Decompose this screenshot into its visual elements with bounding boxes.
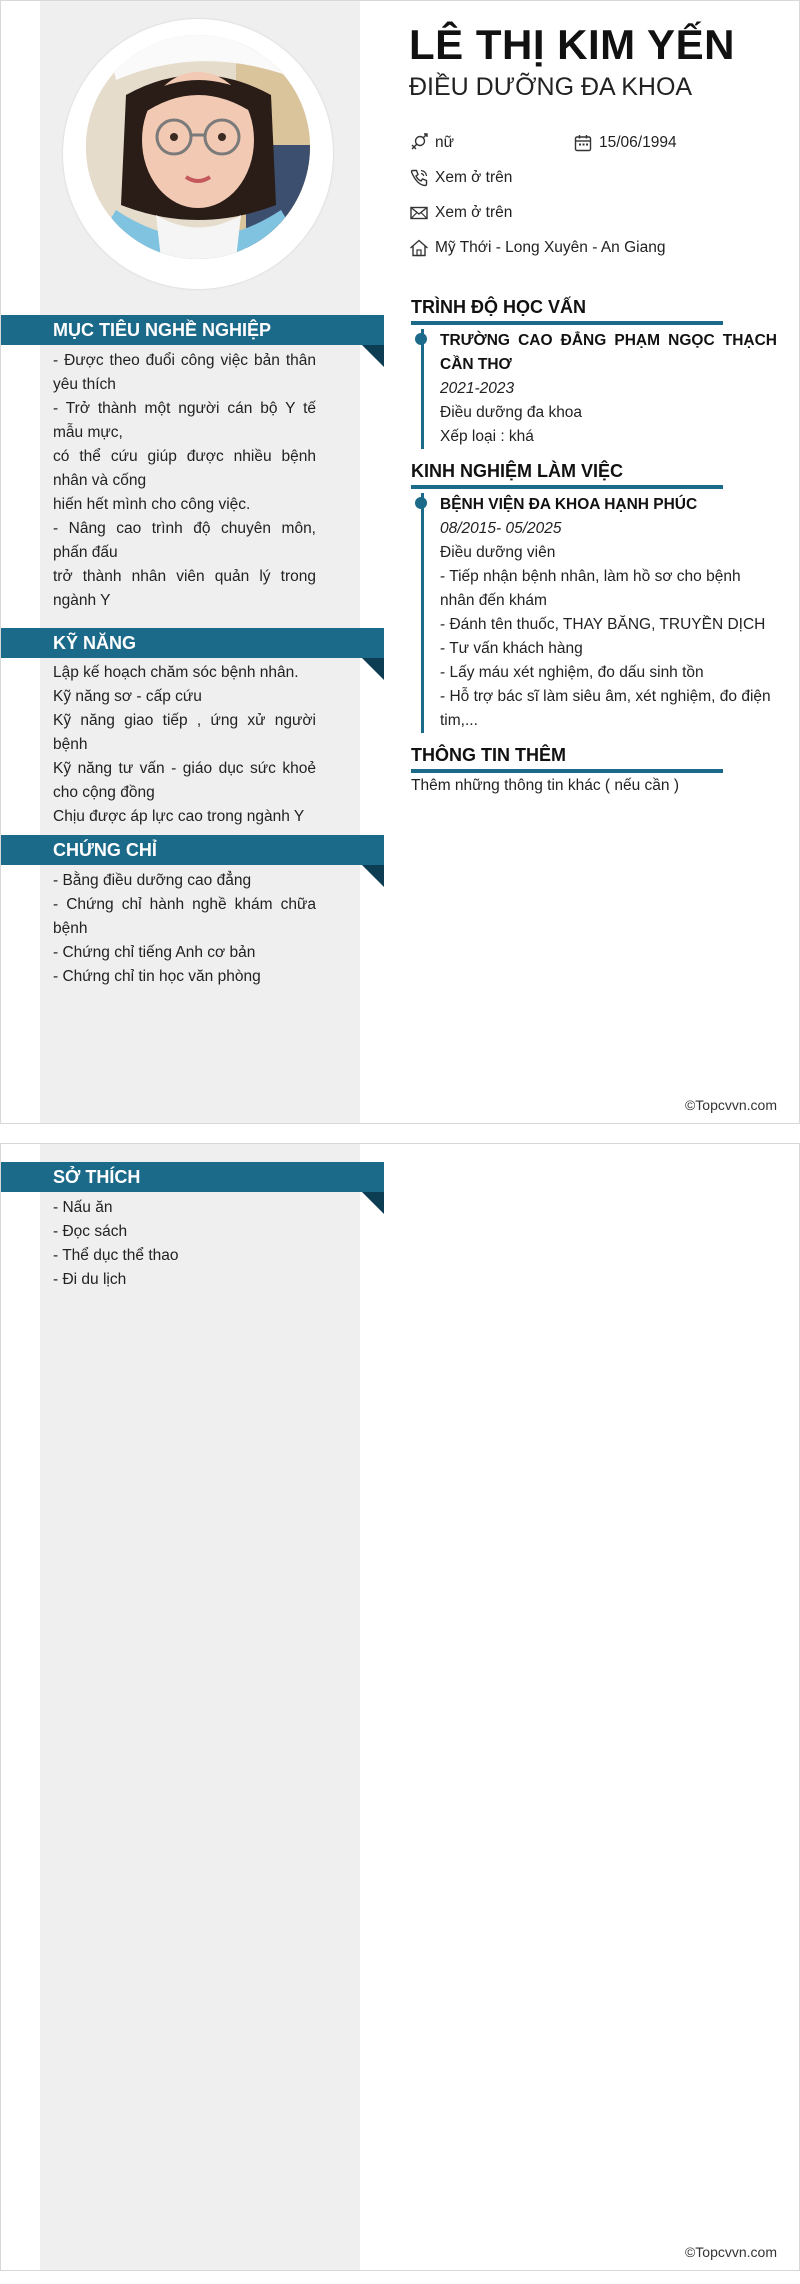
home-icon [409, 238, 429, 258]
skill-line: Chịu được áp lực cao trong ngành Y [53, 808, 305, 825]
skills-title: KỸ NĂNG [53, 633, 137, 653]
objective-line: - Trở thành một người cán bộ Y tế mẫu mực, [53, 400, 316, 441]
sidebar-background [40, 1144, 360, 2270]
certificate-line: - Chứng chỉ tin học văn phòng [53, 968, 261, 985]
gender-icon [409, 133, 429, 153]
dob-row [573, 133, 677, 153]
certificates-title: CHỨNG CHỈ [53, 840, 157, 860]
phone-icon [409, 168, 429, 188]
education-major: Điều dưỡng đa khoa [440, 404, 583, 421]
hobbies-title: SỞ THÍCH [53, 1167, 141, 1187]
objective-line: hiến hết mình cho công việc. [53, 496, 251, 513]
certificates-header [1, 835, 384, 865]
email-value: Xem ở trên [435, 204, 513, 221]
experience-duty: - Lấy máu xét nghiệm, đo dấu sinh tồn [440, 664, 704, 681]
objective-list [53, 349, 316, 613]
address-row [409, 238, 665, 258]
avatar-photo-illustration [86, 35, 310, 259]
objective-line: có thể cứu giúp được nhiều bệnh nhân và cống [53, 448, 316, 489]
header-fold-decoration [362, 1192, 384, 1214]
hobby-line: - Đi du lịch [53, 1271, 127, 1288]
extra-info-text: Thêm những thông tin khác ( nếu cần ) [411, 777, 680, 794]
experience-period: 08/2015- 05/2025 [440, 520, 562, 537]
timeline-dot [415, 333, 427, 345]
watermark: ©Topcvvn.com [684, 1097, 777, 1113]
candidate-name: LÊ THỊ KIM YẾN [409, 21, 735, 68]
email-row [409, 203, 512, 223]
education-school: TRƯỜNG CAO ĐẲNG PHẠM NGỌC THẠCH CẦN THƠ [440, 332, 777, 373]
education-grade: Xếp loại : khá [440, 428, 534, 445]
experience-duty: - Tiếp nhận bệnh nhân, làm hồ sơ cho bệnh nhân đến khám [440, 568, 741, 609]
hobby-line: - Nấu ăn [53, 1199, 113, 1216]
hobby-line: - Đọc sách [53, 1223, 128, 1240]
address-value: Mỹ Thới - Long Xuyên - An Giang [435, 239, 666, 256]
skill-line: Kỹ năng sơ - cấp cứu [53, 688, 202, 705]
cv-page-2 [0, 1143, 800, 2271]
header-fold-decoration [362, 345, 384, 367]
objective-line: trở thành nhân viên quản lý trong ngành Y [53, 568, 316, 609]
skill-line: Kỹ năng tư vấn - giáo dục sức khoẻ cho cộng đồng [53, 760, 316, 801]
experience-entry [421, 493, 777, 733]
objective-line: - Được theo đuổi công việc bản thân yêu thích [53, 352, 316, 393]
skills-header [1, 628, 384, 658]
cv-page-1 [0, 0, 800, 1124]
objective-line: - Nâng cao trình độ chuyên môn, phấn đấu [53, 520, 316, 561]
gender-row [409, 133, 454, 153]
avatar [86, 35, 310, 259]
certificates-list [53, 869, 316, 989]
education-header: TRÌNH ĐỘ HỌC VẤN [411, 297, 723, 325]
calendar-icon [573, 133, 593, 153]
gender-value: nữ [435, 134, 454, 151]
education-entry [421, 329, 777, 449]
certificate-line: - Chứng chỉ hành nghề khám chữa bệnh [53, 896, 316, 937]
dob-value: 15/06/1994 [599, 134, 677, 151]
experience-position: Điều dưỡng viên [440, 544, 556, 561]
skill-line: Lập kế hoạch chăm sóc bệnh nhân. [53, 664, 299, 681]
phone-row [409, 168, 512, 188]
hobbies-list [53, 1196, 316, 1292]
timeline-dot [415, 497, 427, 509]
certificate-line: - Chứng chỉ tiếng Anh cơ bản [53, 944, 256, 961]
extra-info-header: THÔNG TIN THÊM [411, 745, 723, 773]
objective-title: MỤC TIÊU NGHỀ NGHIỆP [53, 320, 272, 340]
experience-header: KINH NGHIỆM LÀM VIỆC [411, 461, 723, 489]
skills-list [53, 661, 316, 829]
watermark: ©Topcvvn.com [684, 2244, 777, 2260]
experience-duty: - Hỗ trợ bác sĩ làm siêu âm, xét nghiệm, đo điện tim,... [440, 688, 771, 729]
candidate-role: ĐIỀU DƯỠNG ĐA KHOA [409, 73, 693, 101]
experience-company: BỆNH VIỆN ĐA KHOA HẠNH PHÚC [440, 496, 698, 513]
mail-icon [409, 203, 429, 223]
hobbies-header [1, 1162, 384, 1192]
phone-value: Xem ở trên [435, 169, 513, 186]
experience-duty: - Đánh tên thuốc, THAY BĂNG, TRUYỀN DỊCH [440, 616, 766, 633]
header-fold-decoration [362, 865, 384, 887]
header-fold-decoration [362, 658, 384, 680]
hobby-line: - Thể dục thể thao [53, 1247, 179, 1264]
skill-line: Kỹ năng giao tiếp , ứng xử người bệnh [53, 712, 316, 753]
experience-duty: - Tư vấn khách hàng [440, 640, 583, 657]
objective-header [1, 315, 384, 345]
certificate-line: - Bằng điều dưỡng cao đẳng [53, 872, 252, 889]
education-period: 2021-2023 [440, 380, 515, 397]
